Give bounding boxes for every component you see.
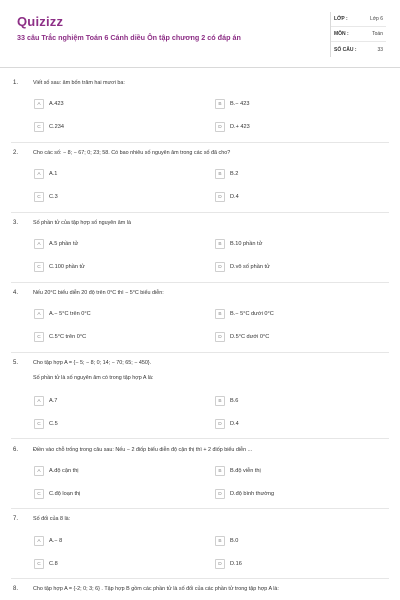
option-text: C.100 phần tử xyxy=(49,264,85,270)
option-text: D.16 xyxy=(230,561,242,567)
quizizz-logo: Quizizz xyxy=(17,14,64,29)
option-a[interactable] xyxy=(34,309,91,319)
option-c[interactable] xyxy=(34,332,86,342)
question-divider xyxy=(11,142,389,143)
option-letter: D xyxy=(215,192,225,202)
option-letter: C xyxy=(34,419,44,429)
option-d[interactable] xyxy=(215,419,239,429)
option-c[interactable] xyxy=(34,559,58,569)
option-text: A.423 xyxy=(49,101,64,107)
question-text: Số phần tử của tập hợp số nguyên âm là xyxy=(33,220,131,226)
option-letter: A xyxy=(34,396,44,406)
question-number: 8. xyxy=(13,586,19,592)
option-d[interactable] xyxy=(215,332,269,342)
option-letter: B xyxy=(215,309,225,319)
option-letter: B xyxy=(215,536,225,546)
option-letter: B xyxy=(215,99,225,109)
option-b[interactable] xyxy=(215,169,238,179)
option-text: B.− 5°C dưới 0°C xyxy=(230,311,274,317)
option-c[interactable] xyxy=(34,192,58,202)
question-divider xyxy=(11,212,389,213)
option-letter: C xyxy=(34,332,44,342)
option-a[interactable] xyxy=(34,466,79,476)
option-letter: D xyxy=(215,559,225,569)
option-letter: B xyxy=(215,169,225,179)
question-text-line-2: Số phần tử là số nguyên âm có trong tập hợp A là: xyxy=(33,375,154,381)
option-text: A.− 8 xyxy=(49,538,63,544)
meta-value: Lớp 6 xyxy=(369,16,383,22)
meta-row-subject xyxy=(331,27,386,42)
option-d[interactable] xyxy=(215,559,242,569)
question-text: Cho tập hợp A = {-2; 0; 3; 6} . Tập hợp B gồm các phần tử là số đối của các phần tử trong tập hợp A là: xyxy=(33,586,279,592)
option-c[interactable] xyxy=(34,419,58,429)
question-text: Điền vào chỗ trống trong câu sau: Nếu − 2 điốp biểu diễn độ cận thị thì + 2 điốp biểu diễn ... xyxy=(33,447,253,453)
question-number: 1. xyxy=(13,80,19,86)
option-text: B.− 423 xyxy=(230,101,250,107)
meta-value: Toán xyxy=(372,31,383,37)
option-text: C.8 xyxy=(49,561,58,567)
option-letter: C xyxy=(34,262,44,272)
page-title: 33 câu Trắc nghiệm Toán 6 Cánh diều Ôn tập chương 2 có đáp án xyxy=(17,33,241,42)
question-divider xyxy=(11,508,389,509)
option-b[interactable] xyxy=(215,99,249,109)
meta-value: 33 xyxy=(377,46,383,53)
meta-key: SỐ CÂU : xyxy=(334,46,357,53)
option-a[interactable] xyxy=(34,239,78,249)
question-number: 3. xyxy=(13,220,19,226)
page-header xyxy=(0,0,400,68)
option-text: C.độ loạn thị xyxy=(49,491,81,497)
option-a[interactable] xyxy=(34,169,57,179)
question-number: 5. xyxy=(13,360,19,366)
option-text: D.vô số phần tử xyxy=(230,264,270,270)
meta-key: LỚP : xyxy=(334,16,348,22)
option-letter: D xyxy=(215,489,225,499)
question-text: Cho tập hợp A = {− 5; − 8; 0; 14; − 70; 65; − 450}. xyxy=(33,360,152,366)
option-letter: A xyxy=(34,466,44,476)
option-text: B.độ viễn thị xyxy=(230,468,261,474)
question-divider xyxy=(11,352,389,353)
question-divider xyxy=(11,282,389,283)
option-text: D.4 xyxy=(230,194,239,200)
option-text: C.3 xyxy=(49,194,58,200)
option-a[interactable] xyxy=(34,396,57,406)
option-letter: A xyxy=(34,169,44,179)
option-letter: A xyxy=(34,536,44,546)
option-letter: D xyxy=(215,262,225,272)
question-text: Cho các số: − 8; − 67; 0; 23; 58. Có bao nhiêu số nguyên âm trong các số đã cho? xyxy=(33,150,231,156)
option-letter: A xyxy=(34,309,44,319)
option-c[interactable] xyxy=(34,122,64,132)
option-text: D.5°C dưới 0°C xyxy=(230,334,270,340)
option-letter: D xyxy=(215,332,225,342)
option-text: A.7 xyxy=(49,398,58,404)
option-text: B.10 phần tử xyxy=(230,241,263,247)
option-b[interactable] xyxy=(215,466,261,476)
question-text: Viết số sau: âm bốn trăm hai mươi ba: xyxy=(33,80,125,86)
option-letter: B xyxy=(215,239,225,249)
meta-row-count xyxy=(331,42,386,57)
option-text: C.5 xyxy=(49,421,58,427)
option-text: A.độ cận thị xyxy=(49,468,79,474)
question-number: 6. xyxy=(13,447,19,453)
option-c[interactable] xyxy=(34,489,80,499)
question-divider xyxy=(11,578,389,579)
option-letter: B xyxy=(215,396,225,406)
option-d[interactable] xyxy=(215,489,274,499)
option-a[interactable] xyxy=(34,99,64,109)
meta-table xyxy=(330,12,386,57)
meta-row-class xyxy=(331,12,386,27)
option-text: A.5 phần tử xyxy=(49,241,79,247)
question-number: 4. xyxy=(13,290,19,296)
option-letter: C xyxy=(34,559,44,569)
option-d[interactable] xyxy=(215,122,250,132)
question-number: 2. xyxy=(13,150,19,156)
option-c[interactable] xyxy=(34,262,85,272)
option-d[interactable] xyxy=(215,192,239,202)
option-text: B.0 xyxy=(230,538,239,544)
option-text: A.1 xyxy=(49,171,58,177)
option-letter: C xyxy=(34,122,44,132)
option-letter: A xyxy=(34,239,44,249)
option-b[interactable] xyxy=(215,239,262,249)
question-divider xyxy=(11,438,389,439)
option-letter: C xyxy=(34,489,44,499)
option-letter: C xyxy=(34,192,44,202)
option-text: C.234 xyxy=(49,124,64,130)
question-text: Nếu 20°C biểu diễn 20 độ trên 0°C thì − 5°C biểu diễn: xyxy=(33,290,164,296)
option-text: D.4 xyxy=(230,421,239,427)
option-b[interactable] xyxy=(215,309,274,319)
meta-key: MÔN : xyxy=(334,31,349,37)
option-a[interactable] xyxy=(34,536,62,546)
option-letter: B xyxy=(215,466,225,476)
option-letter: D xyxy=(215,122,225,132)
option-b[interactable] xyxy=(215,396,238,406)
option-text: B.6 xyxy=(230,398,239,404)
option-text: D.+ 423 xyxy=(230,124,250,130)
option-b[interactable] xyxy=(215,536,238,546)
option-text: C.5°C trên 0°C xyxy=(49,334,87,340)
question-text: Số đối của 8 là: xyxy=(33,516,71,522)
option-text: B.2 xyxy=(230,171,239,177)
option-text: D.độ bình thường xyxy=(230,491,275,497)
question-number: 7. xyxy=(13,516,19,522)
option-letter: A xyxy=(34,99,44,109)
option-letter: D xyxy=(215,419,225,429)
option-d[interactable] xyxy=(215,262,270,272)
option-text: A.− 5°C trên 0°C xyxy=(49,311,91,317)
